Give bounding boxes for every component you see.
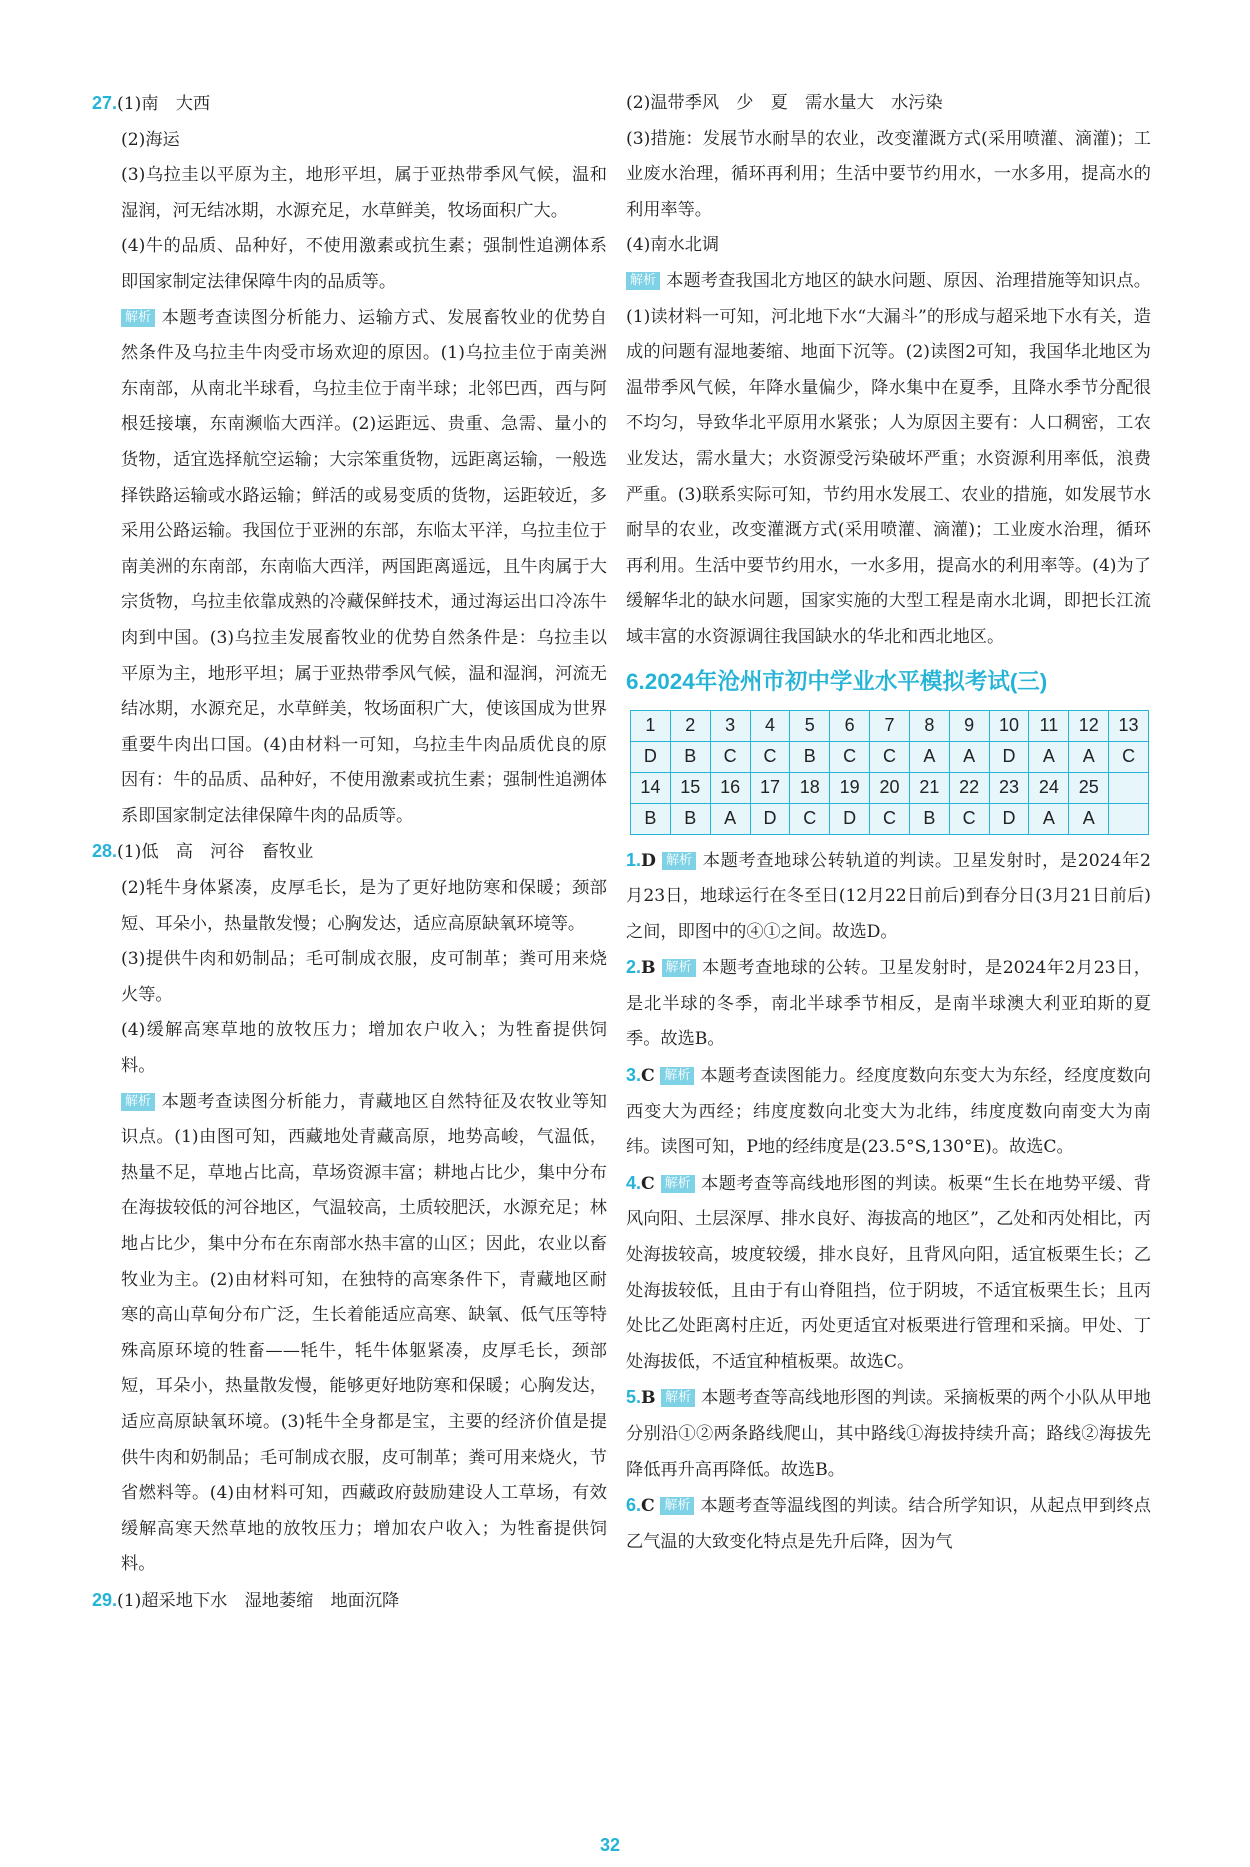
table-cell: A <box>710 803 750 834</box>
table-cell: 15 <box>670 772 710 803</box>
answer-table <box>630 710 1149 835</box>
analysis-tag: 解析 <box>660 1497 694 1515</box>
table-cell: 1 <box>631 710 671 741</box>
table-cell: D <box>631 741 671 772</box>
q29-answer-1: 29.(1)超采地下水 湿地萎缩 地面沉降 <box>92 1589 400 1611</box>
table-cell: 25 <box>1069 772 1109 803</box>
page-number: 32 <box>600 1835 621 1855</box>
table-cell: 11 <box>1029 710 1069 741</box>
table-cell-empty <box>1109 772 1149 803</box>
q29-analysis: 解析 本题考查我国北方地区的缺水问题、原因、治理措施等知识点。(1)读材料一可知，河北地下水“大漏斗”的形成与超采地下水有关，造成的问题有湿地萎缩、地面下沉等。(2)读图2可知，我国华北地区为温带季风气候，年降水量偏少，降水集中在夏季，且降水季节分配很不均匀，导致华北平原用水紧张；人为原因主要有：人口稠密，工农业发达，需水量大；水资源受污染破坏严重；水资源利用率低，浪费严重。(3)联系实际可知，节约用水发展工、农业的措施，如发展节水耐旱的农业，改变灌溉方式(采用喷灌、滴灌)；工业废水治理，循环再利用。生活中要节约用水，一水多用，提高水的利用率等。(4)为了缓解华北的缺水问题，国家实施的大型工程是南水北调，即把长江流域丰富的水资源调往我国缺水的华北和西北地区。 <box>626 270 1151 647</box>
table-cell: A <box>1029 741 1069 772</box>
left-column <box>92 86 607 1620</box>
right-column <box>626 86 1151 1560</box>
analysis-tag: 解析 <box>662 959 696 977</box>
item-answer: C <box>641 1066 655 1087</box>
table-cell: 23 <box>989 772 1029 803</box>
analysis-tag: 解析 <box>661 1175 695 1193</box>
table-cell: B <box>670 803 710 834</box>
table-cell: 14 <box>631 772 671 803</box>
table-cell: 18 <box>790 772 830 803</box>
table-cell: D <box>750 803 790 834</box>
table-cell: 10 <box>989 710 1029 741</box>
table-cell: 17 <box>750 772 790 803</box>
item-answer: B <box>641 958 656 979</box>
analysis-tag: 解析 <box>121 1093 155 1111</box>
table-cell: A <box>949 741 989 772</box>
item-answer: C <box>641 1173 655 1194</box>
q27-answer-3: (3)乌拉圭以平原为主，地形平坦，属于亚热带季风气候，温和湿润，河无结冰期，水源充足，水草鲜美，牧场面积广大。 <box>121 165 607 221</box>
section-title: 6.2024年沧州市初中学业水平模拟考试(三) <box>626 668 1048 694</box>
q29-answer-4: (4)南水北调 <box>626 235 720 256</box>
q27-analysis: 解析 本题考查读图分析能力、运输方式、发展畜牧业的优势自然条件及乌拉圭牛肉受市场欢迎的原因。(1)乌拉圭位于南美洲东南部，从南北半球看，乌拉圭位于南半球；北邻巴西，西与阿根廷接壤，东南濒临大西洋。(2)运距远、贵重、急需、量小的货物，适宜选择航空运输；大宗笨重货物，远距离运输，一般选择铁路运输或水路运输；鲜活的或易变质的货物，运距较近，多采用公路运输。我国位于亚洲的东部，东临太平洋，乌拉圭位于南美洲的东南部，东南临大西洋，两国距离遥远，且牛肉属于大宗货物，乌拉圭依靠成熟的冷藏保鲜技术，通过海运出口冷冻牛肉到中国。(3)乌拉圭发展畜牧业的优势自然条件是：乌拉圭以平原为主，地形平坦；属于亚热带季风气候，温和湿润，河流无结冰期，水源充足，水草鲜美，牧场面积广大，使该国成为世界重要牛肉出口国。(4)由材料一可知，乌拉圭牛肉品质优良的原因有：牛的品质、品种好，不使用激素或抗生素；强制性追溯体系即国家制定法律保障牛肉的品质等。 <box>121 307 607 826</box>
table-cell: 2 <box>670 710 710 741</box>
table-cell: B <box>909 803 949 834</box>
item-answer: D <box>641 850 656 871</box>
table-cell: 21 <box>909 772 949 803</box>
table-cell: 9 <box>949 710 989 741</box>
q29-answer-2: (2)温带季风 少 夏 需水量大 水污染 <box>626 93 943 113</box>
question-number: 29. <box>92 1589 118 1610</box>
item-1-explanation: 1.D 解析 本题考查地球公转轨道的判读。卫星发射时，是2024年2月23日，地球运行在冬至日(12月22日前后)到春分日(3月21日前后)之间，即图中的④①之间。故选D。 <box>626 849 1151 942</box>
q27-answer-4: (4)牛的品质、品种好，不使用激素或抗生素；强制性追溯体系即国家制定法律保障牛肉的品质等。 <box>121 236 607 292</box>
q27-answer-2: (2)海运 <box>121 129 180 150</box>
item-5-explanation: 5.B 解析 本题考查等高线地形图的判读。采摘板栗的两个小队从甲地分别沿①②两条路线爬山，其中路线①海拔持续升高；路线②海拔先降低再升高再降低。故选B。 <box>626 1387 1151 1480</box>
answer-table-answers-row-2 <box>631 803 1149 834</box>
q28-analysis: 解析 本题考查读图分析能力，青藏地区自然特征及农牧业等知识点。(1)由图可知，西藏地处青藏高原，地势高峻，气温低，热量不足，草地占比高，草场资源丰富；耕地占比少，集中分布在海拔较低的河谷地区，气温较高，土质较肥沃，水源充足；林地占比少，集中分布在东南部水热丰富的山区；因此，农业以畜牧业为主。(2)由材料可知，在独特的高寒条件下，青藏地区耐寒的高山草甸分布广泛，生长着能适应高寒、缺氧、低气压等特殊高原环境的牲畜——牦牛，牦牛体躯紧凑，皮厚毛长，颈部短，耳朵小，热量散发慢，能够更好地防寒和保暖；心胸发达，适应高原缺氧环境。(3)牦牛全身都是宝，主要的经济价值是提供牛肉和奶制品；毛可制成衣服，皮可制革；粪可用来烧火，节省燃料等。(4)由材料可知，西藏政府鼓励建设人工草场，有效缓解高寒天然草地的放牧压力；增加农户收入；为牲畜提供饲料。 <box>121 1091 607 1575</box>
analysis-tag: 解析 <box>660 1067 694 1085</box>
table-cell: 24 <box>1029 772 1069 803</box>
table-cell: C <box>870 803 910 834</box>
item-answer: C <box>641 1496 655 1517</box>
table-cell: 20 <box>870 772 910 803</box>
table-cell: D <box>989 741 1029 772</box>
table-cell: 4 <box>750 710 790 741</box>
answer-table-numbers-row-2 <box>631 772 1149 803</box>
table-cell: A <box>1069 803 1109 834</box>
item-answer: B <box>641 1388 656 1409</box>
question-number: 27. <box>92 93 118 113</box>
table-cell: A <box>909 741 949 772</box>
table-cell: B <box>631 803 671 834</box>
table-cell: C <box>750 741 790 772</box>
question-number: 28. <box>92 841 118 862</box>
q28-answer-1: 28.(1)低 高 河谷 畜牧业 <box>92 841 314 863</box>
table-cell-empty <box>1109 803 1149 834</box>
q29-answer-3: (3)措施：发展节水耐旱的农业，改变灌溉方式(采用喷灌、滴灌)；工业废水治理，循环再利用；生活中要节约用水，一水多用，提高水的利用率等。 <box>626 128 1151 220</box>
table-cell: 13 <box>1109 710 1149 741</box>
table-cell: 8 <box>909 710 949 741</box>
table-cell: D <box>830 803 870 834</box>
table-cell: A <box>1029 803 1069 834</box>
table-cell: B <box>790 741 830 772</box>
q27-answer-1: 27.(1)南 大西 <box>92 93 211 114</box>
table-cell: C <box>790 803 830 834</box>
table-cell: 6 <box>830 710 870 741</box>
table-cell: C <box>1109 741 1149 772</box>
analysis-tag: 解析 <box>121 309 155 327</box>
q28-answer-4: (4)缓解高寒草地的放牧压力；增加农户收入；为牲畜提供饲料。 <box>121 1020 607 1077</box>
table-cell: 12 <box>1069 710 1109 741</box>
table-cell: C <box>710 741 750 772</box>
table-cell: C <box>870 741 910 772</box>
table-cell: 16 <box>710 772 750 803</box>
item-6-explanation: 6.C 解析 本题考查等温线图的判读。结合所学知识，从起点甲到终点乙气温的大致变化特点是先升后降，因为气 <box>626 1495 1151 1552</box>
table-cell: 5 <box>790 710 830 741</box>
item-4-explanation: 4.C 解析 本题考查等高线地形图的判读。板栗“生长在地势平缓、背风向阳、土层深厚、排水良好、海拔高的地区”，乙处和丙处相比，丙处海拔较高，坡度较缓，排水良好，且背风向阳，适宜板栗生长；乙处海拔较低，且由于有山脊阻挡，位于阴坡，不适宜板栗生长；且丙处比乙处距离村庄近，丙处更适宜对板栗进行管理和采摘。甲处、丁处海拔低，不适宜种植板栗。故选C。 <box>626 1172 1151 1372</box>
table-cell: 22 <box>949 772 989 803</box>
q28-answer-3: (3)提供牛肉和奶制品；毛可制成衣服，皮可制革；粪可用来烧火等。 <box>121 949 607 1005</box>
table-cell: B <box>670 741 710 772</box>
table-cell: 7 <box>870 710 910 741</box>
analysis-tag: 解析 <box>661 1389 695 1407</box>
item-2-explanation: 2.B 解析 本题考查地球的公转。卫星发射时，是2024年2月23日，是北半球的冬季，南北半球季节相反，是南半球澳大利亚珀斯的夏季。故选B。 <box>626 957 1151 1050</box>
q28-answer-2: (2)牦牛身体紧凑，皮厚毛长，是为了更好地防寒和保暖；颈部短、耳朵小，热量散发慢；心胸发达，适应高原缺氧环境等。 <box>121 878 607 934</box>
table-cell: C <box>830 741 870 772</box>
answer-table-numbers-row-1 <box>631 710 1149 741</box>
item-3-explanation: 3.C 解析 本题考查读图能力。经度度数向东变大为东经，经度度数向西变大为西经；纬度度数向北变大为北纬，纬度度数向南变大为南纬。读图可知，P地的经纬度是(23.5°S,130°E)。故选C。 <box>626 1065 1151 1158</box>
analysis-tag: 解析 <box>662 852 696 870</box>
table-cell: C <box>949 803 989 834</box>
table-cell: D <box>989 803 1029 834</box>
answer-table-answers-row-1 <box>631 741 1149 772</box>
table-cell: 19 <box>830 772 870 803</box>
table-cell: A <box>1069 741 1109 772</box>
analysis-tag: 解析 <box>626 272 660 290</box>
table-cell: 3 <box>710 710 750 741</box>
